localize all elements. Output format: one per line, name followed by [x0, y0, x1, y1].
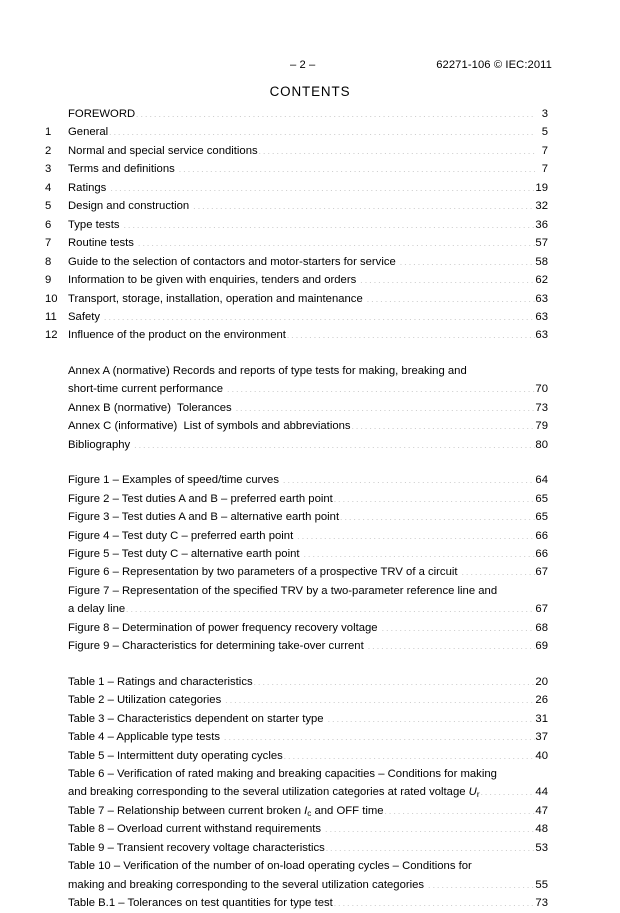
toc-entry-body	[68, 234, 548, 252]
toc-entry[interactable]	[45, 508, 548, 526]
toc-entry[interactable]	[45, 747, 548, 765]
dot-leader	[480, 784, 534, 795]
toc-entry-label: Figure 1 – Examples of speed/time curves	[68, 474, 283, 487]
toc-entry-number: 8	[45, 255, 52, 268]
toc-entry[interactable]	[45, 673, 548, 691]
toc-entry-page-number: 19	[535, 181, 548, 194]
toc-entry-body	[68, 290, 548, 308]
dot-leader	[384, 803, 534, 814]
toc-entry-label: Type tests	[68, 218, 123, 231]
toc-entry-page-number: 31	[535, 712, 548, 725]
toc-entry-page-number: 36	[535, 218, 548, 231]
toc-entry-body	[68, 179, 548, 197]
dot-leader	[235, 400, 534, 411]
toc-entry-label: Table 9 – Transient recovery voltage characteristics	[68, 841, 325, 854]
toc-entry[interactable]	[45, 326, 548, 344]
toc-entry[interactable]	[45, 399, 548, 417]
dot-leader	[297, 528, 535, 539]
toc-entry-body	[68, 142, 548, 160]
toc-entry-body	[68, 123, 548, 141]
toc-entry-body	[68, 802, 548, 820]
dot-leader	[225, 692, 535, 703]
toc-entry-page-number: 55	[535, 878, 548, 891]
running-header	[68, 58, 552, 72]
toc-entry[interactable]	[45, 417, 548, 435]
toc-entry-label: Figure 4 – Test duty C – preferred earth point	[68, 529, 297, 542]
toc-entry-line	[68, 600, 548, 618]
toc-entry-line	[68, 362, 548, 380]
toc-entry-label: Annex A (normative) Records and reports of type tests for making, breaking and	[68, 364, 467, 377]
toc-entry-label: a delay line	[68, 603, 126, 616]
dot-leader	[136, 106, 535, 117]
toc-entry-number: 6	[45, 218, 52, 231]
toc-entry-label: Table 2 – Utilization categories	[68, 694, 225, 707]
toc-entry[interactable]	[45, 160, 548, 178]
dot-leader	[367, 638, 534, 649]
toc-entry-label: short-time current performance	[68, 383, 227, 396]
toc-entry-body	[68, 857, 548, 894]
toc-entry-body	[68, 399, 548, 417]
dot-leader	[325, 840, 534, 851]
toc-entry-label: Figure 7 – Representation of the specified TRV by a two-parameter reference line and	[68, 584, 498, 597]
toc-entry-page-number: 53	[535, 841, 548, 854]
toc-entry-label: Guide to the selection of contactors and motor-starters for service	[68, 255, 399, 268]
toc-entry-line	[68, 380, 548, 398]
toc-entry[interactable]	[45, 234, 548, 252]
toc-entry-line	[68, 308, 548, 326]
toc-entry-body	[68, 710, 548, 728]
dot-leader	[253, 674, 534, 685]
dot-leader	[333, 895, 534, 906]
toc-entry-page-number: 63	[535, 292, 548, 305]
toc-entry[interactable]	[45, 527, 548, 545]
toc-entry-line	[68, 326, 548, 344]
toc-entry-line	[68, 197, 548, 215]
toc-entry-label: Table 3 – Characteristics dependent on starter type	[68, 712, 327, 725]
toc-entry-body	[68, 527, 548, 545]
toc-entry-body	[68, 765, 548, 802]
dot-leader	[193, 198, 535, 209]
toc-entry-line	[68, 160, 548, 178]
toc-entry-page-number: 73	[535, 401, 548, 414]
toc-entry-line	[68, 123, 548, 141]
toc-entry-line	[68, 527, 548, 545]
toc-entry-body	[68, 545, 548, 563]
toc-entry-line	[68, 545, 548, 563]
toc-entry[interactable]	[45, 490, 548, 508]
toc-entry-label: Figure 3 – Test duties A and B – alternative earth point	[68, 511, 340, 524]
toc-entry-page-number: 37	[535, 731, 548, 744]
toc-entry-body	[68, 216, 548, 234]
toc-entry[interactable]	[45, 197, 548, 215]
toc-entry[interactable]	[45, 563, 548, 581]
toc-entry-body	[68, 490, 548, 508]
toc-entry[interactable]	[45, 308, 548, 326]
toc-entry[interactable]	[45, 105, 548, 123]
toc-block-annexes	[45, 362, 548, 454]
toc-entry-line	[68, 399, 548, 417]
toc-entry-body	[68, 747, 548, 765]
toc-entry-line	[68, 436, 548, 454]
toc-entry-label: Table 5 – Intermittent duty operating cycles	[68, 749, 283, 762]
toc-entry-page-number: 67	[535, 603, 548, 616]
toc-entry[interactable]	[45, 728, 548, 746]
toc-entry-body	[68, 619, 548, 637]
toc-entry-line	[68, 876, 548, 894]
toc-entry[interactable]	[45, 123, 548, 141]
toc-entry-line	[68, 290, 548, 308]
toc-entry-label: Figure 9 – Characteristics for determining take-over current	[68, 640, 367, 653]
dot-leader	[258, 143, 534, 154]
toc-entry-body	[68, 105, 548, 123]
toc-entry-page-number: 7	[541, 144, 548, 157]
toc-entry-line	[68, 637, 548, 655]
dot-leader	[138, 235, 535, 246]
toc-entry-number: 11	[45, 310, 57, 323]
toc-entry-body	[68, 728, 548, 746]
toc-entry[interactable]	[45, 619, 548, 637]
toc-entry-label: Table 4 – Applicable type tests	[68, 731, 224, 744]
standard-reference: 62271-106 © IEC:2011	[436, 59, 552, 71]
toc-block-clauses	[45, 105, 548, 345]
dot-leader	[366, 291, 534, 302]
toc-entry-line	[68, 747, 548, 765]
toc-entry-label: Figure 6 – Representation by two parameters of a prospective TRV of a circuit	[68, 566, 461, 579]
toc-entry-body	[68, 326, 548, 344]
toc-entry-page-number: 70	[535, 383, 548, 396]
toc-entry[interactable]	[45, 894, 548, 912]
dot-leader	[303, 546, 534, 557]
toc-entry-line	[68, 563, 548, 581]
toc-entry-page-number: 63	[535, 310, 548, 323]
toc-entry-body	[68, 471, 548, 489]
toc-entry-line	[68, 142, 548, 160]
toc-entry-body	[68, 160, 548, 178]
toc-entry[interactable]	[45, 582, 548, 619]
toc-entry-page-number: 3	[541, 108, 548, 120]
toc-entry-page-number: 73	[535, 897, 548, 910]
toc-entry[interactable]	[45, 857, 548, 894]
toc-entry-page-number: 80	[535, 438, 548, 451]
toc-entry-page-number: 66	[535, 547, 548, 560]
dot-leader	[340, 509, 535, 520]
toc-entry-body	[68, 894, 548, 912]
dot-leader	[283, 748, 534, 759]
toc-entry-line	[68, 234, 548, 252]
toc-entry-label: Figure 2 – Test duties A and B – preferred earth point	[68, 492, 333, 505]
toc-entry-line	[68, 839, 548, 857]
toc-entry-body	[68, 508, 548, 526]
toc-entry-number: 7	[45, 237, 52, 250]
toc-entry[interactable]	[45, 820, 548, 838]
dot-leader	[110, 180, 535, 191]
toc-entry-page-number: 57	[535, 237, 548, 250]
toc-entry-number: 10	[45, 292, 58, 305]
toc-entry[interactable]	[45, 802, 548, 820]
toc-entry-label: Influence of the product on the environment	[68, 329, 286, 342]
toc-entry-label: Routine tests	[68, 237, 138, 250]
toc-entry-line	[68, 105, 548, 123]
toc-entry[interactable]	[45, 253, 548, 271]
toc-block-figures	[45, 471, 548, 656]
page-title: CONTENTS	[269, 84, 351, 99]
toc-entry-line	[68, 857, 548, 875]
toc-entry-label: Safety	[68, 310, 104, 323]
toc-entry-line	[68, 216, 548, 234]
toc-entry-page-number: 20	[535, 675, 548, 688]
toc-entry-body	[68, 271, 548, 289]
toc-entry-body	[68, 197, 548, 215]
toc-entry-line	[68, 619, 548, 637]
toc-entry-body	[68, 308, 548, 326]
toc-entry-page-number: 47	[535, 804, 548, 817]
toc-entry[interactable]	[45, 436, 548, 454]
toc-entry-page-number: 64	[535, 474, 548, 487]
dot-leader	[227, 381, 535, 392]
toc-entry-number: 4	[45, 181, 52, 194]
dot-leader	[351, 418, 534, 429]
toc-entry-page-number: 65	[535, 511, 548, 524]
toc-entry-line	[68, 783, 548, 801]
page-folio: – 2 –	[290, 59, 316, 71]
toc-entry-body	[68, 637, 548, 655]
toc-entry-page-number: 65	[535, 492, 548, 505]
toc-entry[interactable]	[45, 471, 548, 489]
toc-entry-line	[68, 765, 548, 783]
toc-entry-line	[68, 582, 548, 600]
toc-entry-page-number: 32	[535, 200, 548, 213]
toc-entry-line	[68, 673, 548, 691]
toc-entry-line	[68, 271, 548, 289]
toc-entry-line	[68, 802, 548, 820]
toc-entry-label: Table 6 – Verification of rated making and breaking capacities – Conditions for making	[68, 767, 497, 780]
toc-entry-label: Terms and definitions	[68, 163, 178, 176]
toc-entry-label: Figure 8 – Determination of power frequency recovery voltage	[68, 621, 381, 634]
toc-entry-page-number: 40	[535, 749, 548, 762]
toc-entry-line	[68, 820, 548, 838]
dot-leader	[286, 327, 534, 338]
toc-entry-page-number: 62	[535, 274, 548, 287]
toc-entry[interactable]	[45, 216, 548, 234]
toc-entry-number: 5	[45, 200, 52, 213]
toc-entry-page-number: 5	[541, 126, 548, 139]
toc-entry-page-number: 58	[535, 255, 548, 268]
toc-entry-body	[68, 436, 548, 454]
toc-entry-page-number: 63	[535, 329, 548, 342]
toc-entry-line	[68, 691, 548, 709]
dot-leader	[123, 217, 534, 228]
toc-entry[interactable]	[45, 839, 548, 857]
toc-entry-body	[68, 417, 548, 435]
toc-entry-label: Table 10 – Verification of the number of on-load operating cycles – Conditions for	[68, 860, 472, 873]
dot-leader	[283, 472, 535, 483]
toc-entry-body	[68, 582, 548, 619]
dot-leader	[381, 620, 534, 631]
toc-entry-label: Figure 5 – Test duty C – alternative earth point	[68, 547, 303, 560]
toc-entry[interactable]	[45, 362, 548, 399]
toc-entry-line	[68, 710, 548, 728]
toc-entry-label: General	[68, 126, 109, 139]
toc-entry-label: Normal and special service conditions	[68, 144, 258, 157]
toc-entry[interactable]	[45, 545, 548, 563]
toc-entry[interactable]	[45, 691, 548, 709]
toc-entry-label: Annex C (informative) List of symbols and abbreviations	[68, 420, 351, 433]
toc-entry-page-number: 48	[535, 823, 548, 836]
toc-entry-line	[68, 417, 548, 435]
table-of-contents	[45, 105, 548, 913]
dot-leader	[399, 254, 534, 265]
toc-entry-label: Annex B (normative) Tolerances	[68, 401, 235, 414]
toc-entry[interactable]	[45, 710, 548, 728]
toc-entry-label: Table 1 – Ratings and characteristics	[68, 675, 253, 688]
toc-entry[interactable]	[45, 290, 548, 308]
toc-entry-page-number: 68	[535, 621, 548, 634]
toc-entry[interactable]	[45, 765, 548, 802]
dot-leader	[178, 161, 534, 172]
toc-entry-label: Transport, storage, installation, operation and maintenance	[68, 292, 366, 305]
toc-entry-number: 3	[45, 163, 52, 176]
toc-entry-page-number: 79	[535, 420, 548, 433]
toc-entry-page-number: 7	[541, 163, 548, 176]
dot-leader	[461, 564, 534, 575]
toc-entry-label: and breaking corresponding to the several utilization categories at rated voltage $U_r$	[68, 786, 480, 800]
toc-entry-body	[68, 691, 548, 709]
toc-entry-number: 2	[45, 144, 52, 157]
toc-entry-label: Bibliography	[68, 438, 134, 451]
toc-entry-number: 12	[45, 329, 58, 342]
toc-entry-number: 9	[45, 274, 52, 287]
toc-entry-body	[68, 820, 548, 838]
toc-entry-label: Table B.1 – Tolerances on test quantities for type test	[68, 897, 333, 910]
dot-leader	[104, 309, 535, 320]
toc-entry-body	[68, 839, 548, 857]
toc-entry-body	[68, 563, 548, 581]
toc-entry-line	[68, 728, 548, 746]
toc-entry-body	[68, 362, 548, 399]
toc-entry-body	[68, 253, 548, 271]
toc-entry-page-number: 26	[535, 694, 548, 707]
toc-entry-page-number: 66	[535, 529, 548, 542]
toc-entry-line	[68, 894, 548, 912]
dot-leader	[360, 272, 535, 283]
dot-leader	[333, 491, 534, 502]
dot-leader	[224, 729, 535, 740]
toc-entry-label: making and breaking corresponding to the several utilization categories	[68, 878, 428, 891]
toc-entry-line	[68, 508, 548, 526]
dot-leader	[134, 437, 535, 448]
toc-entry[interactable]	[45, 179, 548, 197]
toc-entry-label: Table 8 – Overload current withstand requirements	[68, 823, 325, 836]
toc-entry-line	[68, 179, 548, 197]
dot-leader	[126, 601, 535, 612]
toc-entry[interactable]	[45, 142, 548, 160]
toc-entry-label: Design and construction	[68, 200, 193, 213]
toc-entry-label: Table 7 – Relationship between current broken $I_c$ and OFF time	[68, 804, 384, 818]
toc-entry-label: FOREWORD	[68, 108, 136, 120]
toc-entry-line	[68, 490, 548, 508]
toc-entry-number: 1	[45, 126, 52, 139]
dot-leader	[327, 711, 534, 722]
toc-entry[interactable]	[45, 637, 548, 655]
toc-entry-label: Ratings	[68, 181, 110, 194]
dot-leader	[109, 124, 535, 135]
toc-entry-line	[68, 253, 548, 271]
dot-leader	[428, 877, 535, 888]
dot-leader	[325, 821, 535, 832]
toc-entry-page-number: 69	[535, 640, 548, 653]
toc-entry-line	[68, 471, 548, 489]
toc-entry-page-number: 67	[535, 566, 548, 579]
toc-entry-page-number: 44	[535, 786, 548, 799]
toc-entry-body	[68, 673, 548, 691]
toc-entry[interactable]	[45, 271, 548, 289]
toc-entry-label: Information to be given with enquiries, tenders and orders	[68, 274, 360, 287]
